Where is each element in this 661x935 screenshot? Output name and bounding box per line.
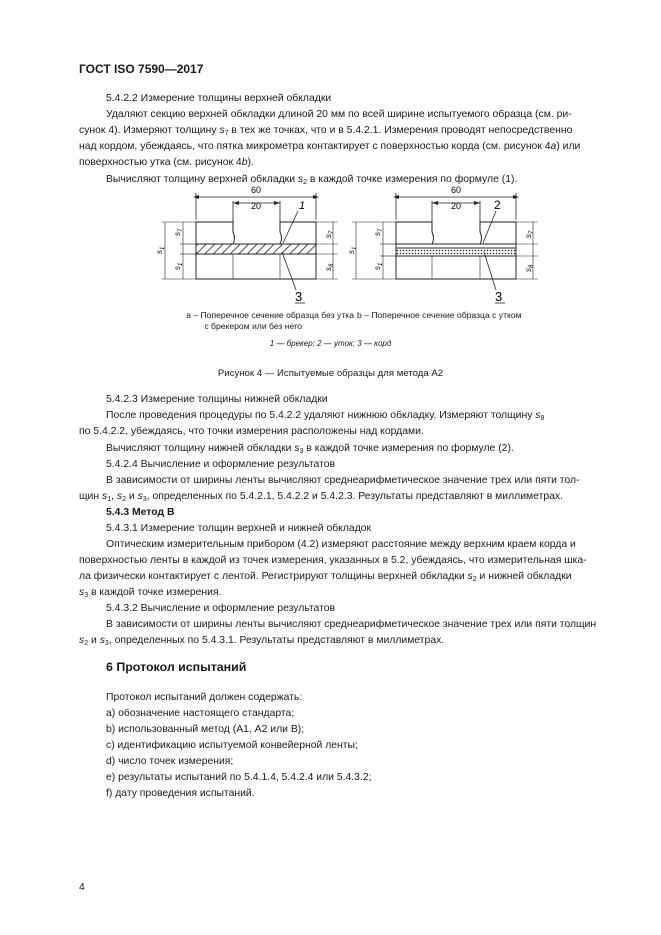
panel-b bbox=[347, 185, 538, 304]
svg-text:60: 60 bbox=[450, 185, 462, 195]
paragraph-line: $s_2$ и $s_3$, определенных по 5.4.3.1. Результаты представляют в миллиметрах. bbox=[79, 635, 445, 647]
svg-text:s8: $s_8$ bbox=[324, 263, 335, 271]
figure-title: Рисунок 4 — Испытуемые образцы для метода А2 bbox=[217, 368, 444, 379]
list-item: e) результаты испытаний по 5.4.1.4, 5.4.2.4 или 5.4.3.2; bbox=[106, 772, 372, 783]
dimension-20: 20 bbox=[250, 201, 262, 211]
svg-text:s7: $s_7$ bbox=[524, 230, 535, 238]
svg-text:s1: $s_1$ bbox=[155, 246, 166, 254]
figure-caption-a-line2: с брекером или без него bbox=[204, 321, 302, 331]
svg-text:s1: $s_1$ bbox=[373, 262, 384, 270]
callout-1: 1 bbox=[299, 200, 306, 212]
paragraph-line: После проведения процедуры по 5.4.2.2 удаляют нижнюю обкладку. Измеряют толщину $s_8$ bbox=[106, 410, 545, 422]
paragraph-line: Удаляют секцию верхней обкладки длиной 20 мм по всей ширине испытуемого образца (см. ри- bbox=[106, 109, 572, 120]
svg-text:s8: $s_8$ bbox=[524, 264, 535, 272]
section-6-intro: Протокол испытаний должен содержать: bbox=[106, 692, 303, 703]
list-item: а) обозначение настоящего стандарта; bbox=[106, 708, 295, 719]
panel-a bbox=[155, 185, 338, 304]
section-5-4-3-2-title: 5.4.3.2 Вычисление и оформление результатов bbox=[106, 603, 336, 614]
callout-3-b: 3 bbox=[495, 289, 503, 304]
paragraph-line: В зависимости от ширины ленты вычисляют среднеарифметическое значение трех или пяти толщин bbox=[106, 619, 597, 630]
paragraph-line: ла физически контактирует с лентой. Регистрируют толщины верхней обкладки $s_2$ и нижней обкладки bbox=[79, 571, 572, 583]
figure-caption-b: b – Поперечное сечение образца с утком bbox=[357, 310, 522, 320]
paragraph-line: поверхностью утка (см. рисунок 4b). bbox=[79, 157, 254, 168]
section-5-4-3-title: 5.4.3 Метод В bbox=[106, 507, 175, 518]
paragraph-line: Вычисляют толщину верхней обкладки $s_2$ в каждой точке измерения по формуле (1). bbox=[106, 174, 518, 186]
callout-2: 2 bbox=[494, 198, 501, 212]
paragraph-line: сунок 4). Измеряют толщину $s_7$ в тех же точках, что и в 5.4.2.1. Измерения проводят непосредственно bbox=[79, 125, 573, 137]
section-5-4-2-2-title: 5.4.2.2 Измерение толщины верхней обкладки bbox=[106, 93, 332, 104]
svg-text:s1: $s_1$ bbox=[173, 262, 184, 270]
figure-legend: 1 — брекер; 2 — уток; 3 — корд bbox=[269, 339, 392, 348]
dimension-60: 60 bbox=[250, 185, 262, 195]
paragraph-line: В зависимости от ширины ленты вычисляют среднеарифметическое значение трех или пяти тол- bbox=[106, 475, 580, 486]
paragraph-line: Оптическим измерительным прибором (4.2) измеряют расстояние между верхним краем корда и bbox=[106, 539, 576, 550]
svg-text:s7: $s_7$ bbox=[373, 228, 384, 236]
paragraph-line: Вычисляют толщину нижней обкладки $s_3$ в каждой точке измерения по формуле (2). bbox=[106, 443, 514, 455]
list-item: b) использованный метод (А1, А2 или В); bbox=[106, 724, 305, 735]
callout-3: 3 bbox=[295, 289, 303, 304]
paragraph-line: по 5.4.2.2, убеждаясь, что точки измерения расположены над кордами. bbox=[79, 426, 424, 437]
section-5-4-2-3-title: 5.4.2.3 Измерение толщины нижней обкладки bbox=[106, 394, 328, 405]
figure-caption-a-line1: a – Поперечное сечение образца без утка bbox=[186, 310, 354, 320]
svg-text:s7: $s_7$ bbox=[173, 228, 184, 236]
list-item: c) идентификацию испытуемой конвейерной ленты; bbox=[106, 740, 358, 751]
page-number: 4 bbox=[79, 882, 85, 893]
paragraph-line: $s_3$ в каждой точке измерения. bbox=[79, 587, 222, 599]
section-5-4-2-4-title: 5.4.2.4 Вычисление и оформление результатов bbox=[106, 459, 336, 470]
section-6-title: 6 Протокол испытаний bbox=[106, 660, 247, 674]
list-item: d) число точек измерения; bbox=[106, 756, 234, 767]
document-header: ГОСТ ISO 7590—2017 bbox=[79, 62, 204, 76]
svg-text:20: 20 bbox=[450, 201, 462, 211]
section-5-4-3-1-title: 5.4.3.1 Измерение толщин верхней и нижней обкладок bbox=[106, 523, 372, 534]
paragraph-line: поверхностью ленты в каждой из точек измерения, указанных в 5.2, убеждаясь, что измерительная шка- bbox=[79, 555, 587, 566]
svg-text:s1: $s_1$ bbox=[347, 246, 358, 254]
paragraph-line: над кордом, убеждаясь, что пятка микрометра контактирует с поверхностью корда (см. рисунок 4a) или bbox=[79, 141, 581, 152]
svg-text:s7: $s_7$ bbox=[324, 230, 335, 238]
paragraph-line: щин $s_1$, $s_2$ и $s_3$, определенных по 5.4.2.1, 5.4.2.2 и 5.4.2.3. Результаты представляют в миллиметрах. bbox=[79, 491, 563, 503]
list-item: f) дату проведения испытаний. bbox=[106, 788, 255, 799]
